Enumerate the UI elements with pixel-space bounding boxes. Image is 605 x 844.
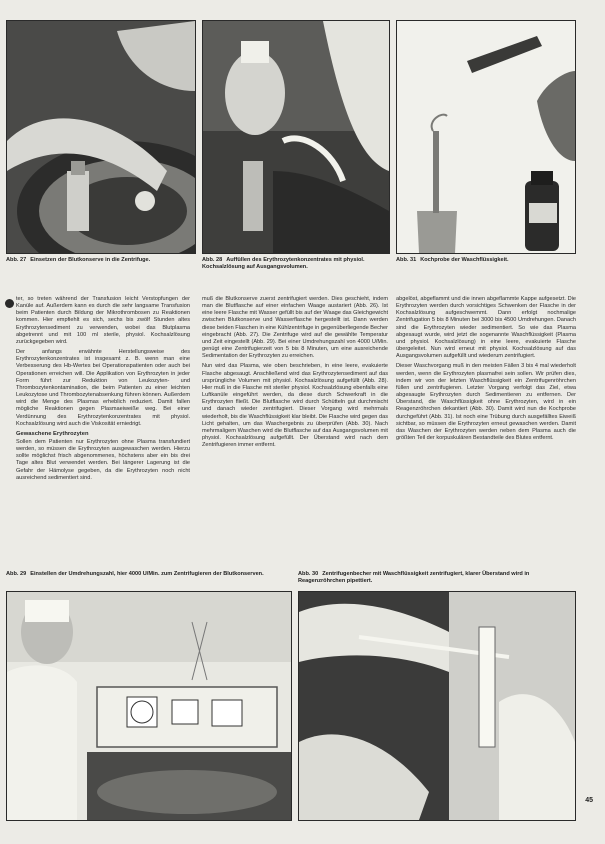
text-column-3: [396, 296, 576, 565]
paragraph: ter, so treten während der Transfusion leicht Verstopfungen der Kanüle auf. Außerdem kann es durch die sehr langsame Transfusion beim Patienten durch Bildung der Mikrothrombosen zu Reaktionen kommen. Hier empfiehlt es sich, sechs bis zwölf Stunden altes Erythrozytensediment zu verwenden, wobei das Blutplasma abgetrennt und mit 100 ml sterile, physiol. Kochsalzlösung zurückgegeben wird.: [16, 296, 190, 345]
caption-abb30: [298, 571, 576, 585]
paragraph: muß die Blutkonserve zuerst zentrifugiert werden. Dies geschieht, indem man die Blutflasche auf einer einfachen Waage austariert (Abb. 26). Ist eine leere Flasche mit Wasser gefüllt bis auf der Waage das Gleichgewicht zwischen Blutkonserve und Wasserflasche hergestellt ist. Dann werden diese beiden Flaschen in eine Kühlzentrifuge in gegenüberliegende Becher eingebracht (Abb. 27). Die Zentrifuge wird auf die gewählte Temperatur und Zeit eingestellt (Abb. 29). Bei einer Umdrehungszahl von 4000 U/Min. genügt eine Zentrifugierzeit von 5 bis 8 Minuten, um eine ausreichende Sedimentation der Erythrozyten zu erreichen.: [202, 296, 388, 360]
text-column-2: [202, 296, 388, 565]
photo-abb31-boiling-test: [396, 20, 576, 254]
paragraph: abgelöst, abgeflammt und die innen abgeflammte Kappe aufgesetzt. Die Erythrozyten werden durch vorsichtiges Schwenken der Flasche in der Kochsalzlösung aufgeschwemmt. Dann erfolgt nochmalige Zentrifugation 5 bis 8 Minuten bei 3000 bis 4500 Umdrehungen. Danach sind die Erythrozyten wieder sedimentiert. So wie das Plasma abgesaugt wurde, wird jetzt die sogenannte Waschflüssigkeit (Plasma und physiol. Kochsalzlösung) in eine leere, evakuierte Flasche übergeleitet. Nun wird erneut mit physiol. Kochsalzlösung auf das Ausgangsvolumen aufgefüllt und wiederum zentrifugiert.: [396, 296, 576, 360]
caption-abb29: [6, 571, 290, 578]
paragraph: Nun wird das Plasma, wie oben beschrieben, in eine leere, evakuierte Flasche abgesaugt. Anschließend wird das Erythrozytensediment auf das ursprüngliche Volumen mit physiol. Kochsalzlösung aufgefüllt (Abb. 28). Hier muß in die Flasche mit steriler physiol. Kochsalzlösung ebenfalls eine Luftkanüle eingeführt werden, da diese durch Schwerkraft in die Erythrozyten fließt. Die Blutflasche wird durch Schütteln gut durchmischt und danach wieder zentrifugiert. Dieser Vorgang wird mehrmals wiederholt, bis die Waschflüssigkeit klar bleibt. Die Flasche wird gegen das Licht gehalten, um das Waschergebnis zu überprüfen (Abb. 30). Nach mehrmaligem Waschen wird die Blutflasche auf das Ausgangsvolumen mit physiol. Kochsalzlösung aufgefüllt. Der Überstand wird nach dem Zentrifugieren immer entfernt.: [202, 363, 388, 449]
caption-text: Auffüllen des Erythrozytenkonzentrates mit physiol. Kochsalzlösung auf Ausgangsvolumen.: [202, 257, 365, 270]
caption-label: Abb. 29: [6, 571, 27, 577]
paragraph: Der anfangs erwähnte Herstellungsweise des Erythrozytenkonzentrates ist insgesamt z. B. wenn man eine Verbesserung des Hb-Wertes bei Operationspatienten oder auch bei Operationen erreichen will. Die Applikation von Erythrozyten in jeder Form führt zur Reduktion von Leukozyten- und Thrombozytenkontamination, die beim Patienten zu einer leichten Leukozytose und Thrombozytenabsenkung führen können. Außerdem wird die Menge des Plasmas erheblich reduziert. Damit fallen mögliche Reaktionen gegen Plasmaeiweiße weg. Bei einer Verdünnung des Erythrozytenkonzentrates mit physiol. Kochsalzlösung wird auch die Viskosität erniedrigt.: [16, 349, 190, 427]
caption-abb27: [6, 257, 194, 264]
caption-text: Einsetzen der Blutkonserve in die Zentrifuge.: [30, 257, 151, 263]
caption-label: Abb. 27: [6, 257, 27, 263]
photo-abb27-centrifuge-loading: [6, 20, 196, 254]
caption-label: Abb. 31: [396, 257, 417, 263]
photo-abb28-filling-saline: [202, 20, 390, 254]
paragraph: Dieser Waschvorgang muß in den meisten Fällen 3 bis 4 mal wiederholt werden, wenn die Erythrozyten plasmafrei sein sollen. Wir prüfen dies, indem wir von der letzten Waschflüssigkeit ein Zentrifugenröhrchen füllen und zentrifugieren. Letzter Vorgang verfolgt das Ziel, etwa abgesaugte Erythrozyten durch Sedimentieren zu entfernen. Der Überstand, die Waschflüssigkeit ohne Erythrozyten, wird in ein Reagenzröhrchen dekantiert (Abb. 30). Damit wird nun die Kochprobe durchgeführt (Abb. 31). Ist noch eine Trübung durch ausgefälltes Eiweiß sichtbar, so müssen die Erythrozyten erneut gewaschen werden. Damit das Waschen der Erythrozyten werden neben dem Plasma auch die größten Teil der korpuskulären Bestandteile des Blutes entfernt.: [396, 363, 576, 441]
photo-abb30-pipetting: [298, 591, 576, 821]
page-number: 45: [585, 797, 593, 804]
caption-label: Abb. 28: [202, 257, 223, 263]
caption-abb31: [396, 257, 574, 264]
caption-text: Einstellen der Umdrehungszahl, hier 4000 U/Min. zum Zentrifugieren der Blutkonserven.: [30, 571, 264, 577]
text-column-1: [16, 296, 190, 565]
caption-label: Abb. 30: [298, 571, 319, 577]
caption-abb28: [202, 257, 388, 271]
caption-text: Zentrifugenbecher mit Waschflüssigkeit zentrifugiert, klarer Überstand wird in Reagenzröhrchen pipettiert.: [298, 571, 530, 584]
caption-text: Kochprobe der Waschflüssigkeit.: [420, 257, 509, 263]
photo-abb29-centrifuge-controls: [6, 591, 292, 821]
paragraph: Sollen dem Patienten nur Erythrozyten ohne Plasma transfundiert werden, so müssen die Erythrozyten ausgewaschen werden. Hierzu sollte möglichst frisch abgenommenes, höchstens aber ein bis drei Tage altes Blut verwendet werden. Bei längerer Lagerung ist die Gefahr der Hämolyse gegeben, da die Erythrozyten noch nicht ausreichend sedimentiert sind.: [16, 438, 190, 481]
margin-dot: [5, 299, 14, 308]
section-heading: Gewaschene Erythrozyten: [16, 430, 89, 437]
